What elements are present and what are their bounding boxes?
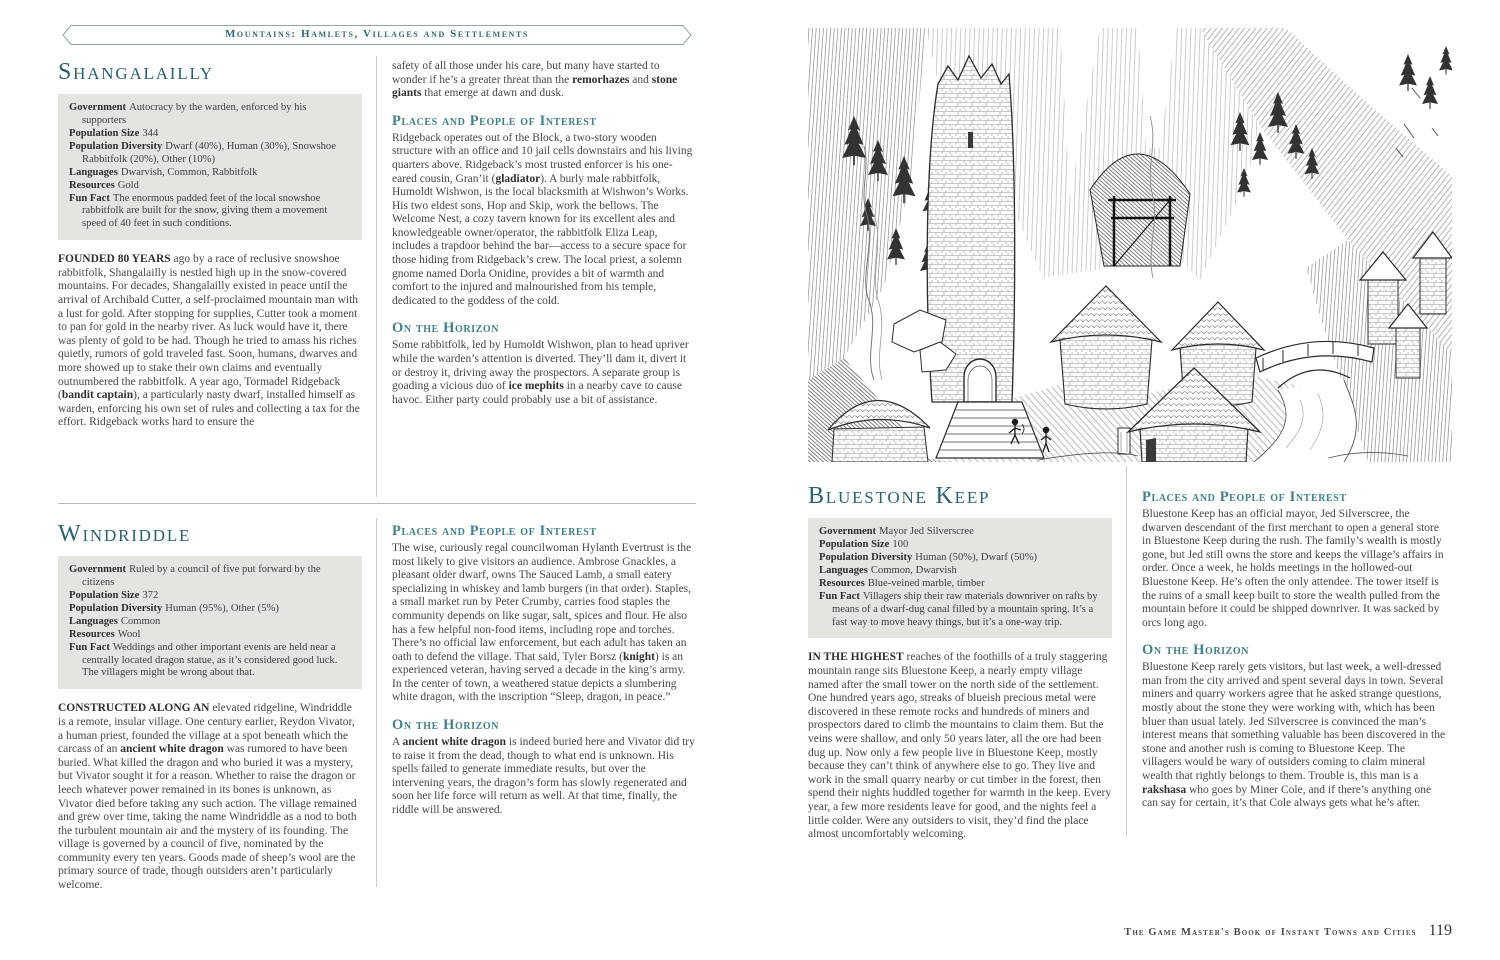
bluestone-column-2 (1142, 462, 1446, 842)
column-rule (376, 518, 377, 887)
page-footer (808, 922, 1452, 940)
stat-row-government: Government Ruled by a council of five put forward by the citizens (69, 564, 321, 589)
stat-row-languages: Languages Common (69, 615, 161, 627)
stat-row-resources: Resources Gold (69, 179, 139, 191)
places-paragraph: Ridgeback operates out of the Block, a two-story wooden structure with an office and 10 jail cells downstairs and his living quarters above. Ridgeback’s most trusted enforcer is his one-eared cousin, Gran’it (gladiator). A burly male rabbitfolk, Humoldt Wishwon, is the local blacksmith at Wishwon’s Works. His two eldest sons, Hop and Skip, work the bellows. The Welcome Nest, a cozy tavern known for its excellent ales and knowledgeable owner/operator, the rabbitfolk Eliza Leap, includes a trapdoor behind the bar—access to a secure space for those hiding from Ridgeback’s crew. The local priest, a solemn gnome named Dorla Onidine, provides a bit of warmth and comfort to the injured and malnourished from his temple, dedicated to the goddess of the cold. (392, 131, 693, 307)
banner-label: Mountains: Hamlets, Villages and Settlements (224, 28, 530, 40)
stat-row-population-size: Population Size 372 (69, 590, 159, 601)
settlement-title: Bluestone Keep (808, 483, 991, 509)
stat-row-population-size: Population Size 344 (69, 128, 159, 139)
stat-row-government: Government Autocracy by the warden, enforced by his supporters (69, 102, 307, 127)
horizon-heading: On the Horizon (392, 717, 500, 734)
intro-paragraph-continued: safety of all those under his care, but many have started to wonder if he’s a greater threat than the remorhazes and stone giants that emerge at dawn and dusk. (392, 60, 678, 100)
places-heading: Places and People of Interest (392, 523, 597, 539)
settlement-title: Shangalailly (58, 59, 214, 85)
horizon-paragraph: Bluestone Keep rarely gets visitors, but last week, a well-dressed man from the city arrived and spent several days in town. Several miners and quarry workers agree that he asked strange questions, mostly about the stone they were working with, which has been bluer than usual lately. Jed Silverscree is convinced the man’s interest means that something valuable has been discovered in the stone and another rush is coming to Bluestone Keep. The villagers would be wary of outsiders coming to claim mineral wealth that rightly belongs to them. Trouble is, this man is a rakshasa who goes by Miner Cole, and if there’s anything one can say for certain, it’s that Cole always gets what he’s after. (1142, 661, 1446, 810)
windriddle-column-1 (58, 514, 362, 893)
settlement-section-bluestone (808, 462, 1452, 842)
horizon-paragraph: Some rabbitfolk, led by Humoldt Wishwon, plan to head upriver while the warden’s attention is diverted. They’ll dam it, divert it or destroy it, driving away the prospectors. A separate group is goading a vicious duo of ice mephits in a nearby cave to cause havoc. Either party could probably use a bit of assistance. (392, 339, 689, 406)
settlement-title: Windriddle (58, 521, 192, 547)
footer-page-number: 119 (1428, 922, 1452, 939)
windriddle-column-2 (392, 514, 696, 893)
stat-row-resources: Resources Blue-veined marble, timber (819, 577, 985, 589)
horizon-heading: On the Horizon (392, 320, 500, 337)
right-page (808, 0, 1452, 842)
column-rule (1126, 466, 1127, 836)
section-banner (61, 24, 693, 46)
stat-row-population-diversity: Population Diversity Human (50%), Dwarf (50%) (819, 552, 1038, 563)
settlement-section-shangalailly (58, 52, 696, 503)
places-heading: Places and People of Interest (1142, 489, 1347, 505)
stat-row-population-diversity: Population Diversity Dwarf (40%), Human (30%), Snowshoe Rabbitfolk (20%), Other (10%) (69, 140, 336, 165)
stat-block (58, 94, 362, 240)
footer-book-title: The Game Master's Book of Instant Towns and Cities (1124, 927, 1417, 938)
keep-illustration (808, 28, 1452, 462)
intro-paragraph: IN THE HIGHEST reaches of the foothills of a truly staggering mountain range sits Bluestone Keep, a nearly empty village named after the small tower on the north side of the settlement. One hundred years ago, streaks of blueish precious metal were discovered in these remote rocks and hundreds of miners and prospectors dared to climb the mountains to claim them. But the veins were shallow, and only 50 years later, all the ore had been dug up. Now only a few people live in Bluestone Keep, mostly because they can’t think of anywhere else to go. They live and work in the small quarry nearby or cut timber in the forest, then spend their nights huddled together for warmth in the keep. Every year, a few more residents leave for good, and the nights feel a little colder. Were any outsiders to visit, they’d find the place almost uncomfortably welcoming. (808, 651, 1112, 841)
places-paragraph: The wise, curiously regal councilwoman Hylanth Evertrust is the most likely to give visitors an audience. Ambrose Gnackles, a pleasant older dwarf, owns The Sauced Lamb, a small eatery specializing in whiskey and lamb burgers (in that order). Staples, a small market run by Peter Crumby, carries food staples the community depends on like sugar, salt, spices and flour. He also has a few helpful non-food items, including rope and torches. There’s no official law enforcement, but each adult has taken an oath to defend the village. That said, Tyler Borsz (knight) is an experienced veteran, having served a decade in the king’s army. In the center of town, a weathered statue depicts a slumbering white dragon, with the inscription “Sleep, dragon, in peace.” (392, 541, 692, 704)
horizon-heading: On the Horizon (1142, 642, 1250, 659)
horizon-paragraph: A ancient white dragon is indeed buried here and Vivator did try to raise it from the dead, though to what end is unknown. His spells failed to generate immediate results, but over the intervening years, the dragon’s form has slowly regenerated and soon her life force will return as well. At that time, finally, the riddle will be answered. (392, 736, 695, 816)
stat-row-languages: Languages Dwarvish, Common, Rabbitfolk (69, 166, 258, 178)
column-rule (376, 56, 377, 497)
stat-block (58, 556, 362, 689)
stat-row-population-size: Population Size 100 (819, 539, 909, 551)
stat-row-fun-fact: Fun Fact Weddings and other important events are held near a centrally located dragon statue, as it’s considered good luck. The villagers might be wrong about that. (69, 641, 338, 679)
stat-block (808, 518, 1112, 638)
shangalailly-column-1 (58, 52, 362, 503)
stat-row-languages: Languages Common, Dwarvish (819, 564, 957, 576)
section-divider (58, 503, 696, 504)
places-paragraph: Bluestone Keep has an official mayor, Jed Silverscree, the dwarven descendant of the first merchant to open a general store in Bluestone Keep during the rush. The family’s wealth is mostly gone, but Jed still owns the store and keeps the village’s affairs in order. Once a week, he holds meetings in the hollowed-out Bluestone Keep. He’s often the only attendee. The tower itself is the ruins of a small keep built to store the wealth pulled from the mountain before it could be shipped downriver. It was sacked by orcs long ago. (1142, 507, 1444, 629)
stat-row-population-diversity: Population Diversity Human (95%), Other (5%) (69, 602, 279, 614)
settlement-section-windriddle (58, 514, 696, 893)
left-page (58, 0, 696, 893)
bluestone-column-1 (808, 462, 1112, 842)
intro-paragraph: FOUNDED 80 YEARS ago by a race of reclusive snowshoe rabbitfolk, Shangalailly is nestled high up in the snow-covered mountains. For decades, Shangalailly existed in peace until the arrival of Archibald Cutter, a self-proclaimed mountain man with a lust for gold. After stopping for supplies, Cutter took a moment to pan for gold in the nearby river. As luck would have it, there was plenty of gold to be had. Though he tried to amass his riches quietly, rumors of gold traveled fast. Soon, humans, dwarves and more showed up to stake their own claims and eventually outnumbered the rabbitfolk. A year ago, Tormadel Ridgeback (bandit captain), a particularly nasty dwarf, installed himself as warden, enforcing his own set of rules and collecting a tax for the effort. Ridgeback works hard to ensure the (58, 253, 360, 429)
intro-paragraph: CONSTRUCTED ALONG AN elevated ridgeline, Windriddle is a remote, insular village. One century earlier, Reydon Vivator, a human priest, founded the village at a spot beneath which the carcass of an ancient white dragon was rumored to have been buried. What killed the dragon and who buried it was a mystery, but Vivator sought it for a reason. Whether to raise the dragon or leech whatever power remained in its bones is unknown, as Vivator died before taking any such action. The village remained and grew over time, taking the name Windriddle as a nod to both the turbulent mountain air and the mystery of its founding. The village is governed by a council of five, nominated by the community every ten years. Goods made of sheep’s wool are the primary source of trade, though outsiders aren’t particularly welcome. (58, 702, 357, 892)
places-heading: Places and People of Interest (392, 112, 597, 129)
stat-row-fun-fact: Fun Fact Villagers ship their raw materials downriver on rafts by means of a dwarf-dug canal filled by a mountain spring. It’s a fast way to move heavy things, but it’s a one-way trip. (819, 590, 1098, 628)
stat-row-fun-fact: Fun Fact The enormous padded feet of the local snowshoe rabbitfolk are built for the snow, giving them a movement speed of 40 feet in such conditions. (69, 192, 328, 230)
stat-row-government: Government Mayor Jed Silverscree (819, 526, 974, 538)
stat-row-resources: Resources Wool (69, 628, 141, 640)
shangalailly-column-2 (392, 52, 696, 503)
